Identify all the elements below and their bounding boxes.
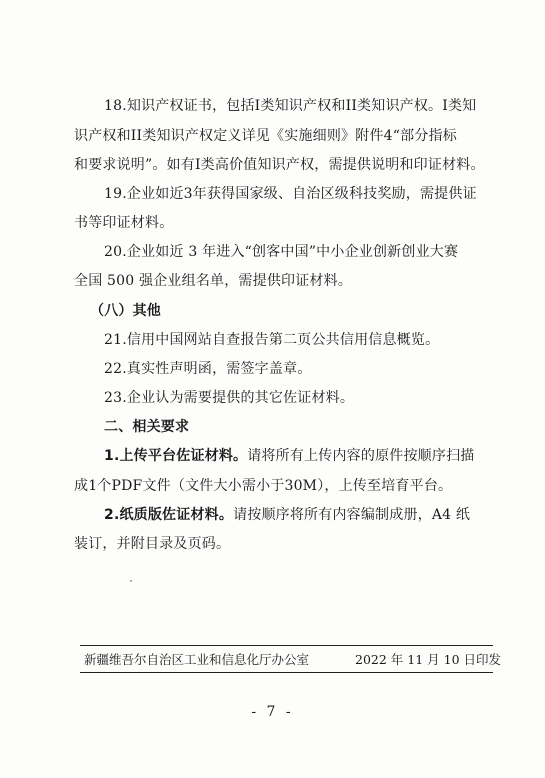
item-22: 22.真实性声明函，需签字盖章。	[104, 361, 312, 377]
item-18-line-1: 18.知识产权证书，包括I类知识产权和II类知识产权。I类知	[104, 98, 477, 114]
item-20-line-1: 20.企业如近 3 年进入“创客中国”中小企业创新创业大赛	[104, 244, 459, 260]
footer-date: 2022 年 11 月 10 日印发	[355, 652, 501, 667]
item-19-line-2: 书等印证材料。	[74, 215, 174, 231]
requirement-2-line-1	[104, 505, 470, 525]
requirement-1-line-1	[104, 446, 474, 466]
scan-speck	[130, 580, 132, 582]
item-20-line-2: 全国 500 强企业组名单，需提供印证材料。	[74, 273, 353, 289]
requirement-2-line-2: 装订，并附目录及页码。	[74, 536, 231, 552]
item-19-line-1: 19.企业如近3年获得国家级、自治区级科技奖励，需提供证	[104, 186, 477, 202]
item-21: 21.信用中国网站自查报告第二页公共信用信息概览。	[104, 332, 440, 348]
section-2-heading: 二、相关要求	[104, 419, 190, 435]
requirement-1-label: 1.上传平台佐证材料。	[104, 448, 248, 464]
item-18-line-2: 识产权和II类知识产权定义详见《实施细则》附件4“部分指标	[74, 128, 457, 144]
footer-bottom-rule	[80, 672, 493, 673]
requirement-1-text: 请将所有上传内容的原件按顺序扫描	[247, 448, 475, 464]
requirement-2-text: 请按顺序将所有内容编制成册，A4 纸	[233, 507, 471, 523]
page-number: - 7 -	[251, 704, 294, 720]
section-8-heading: （八）其他	[90, 303, 161, 319]
item-18-line-3: 和要求说明”。如有I类高价值知识产权，需提供说明和印证材料。	[74, 157, 485, 173]
footer-top-rule	[80, 645, 493, 646]
requirement-2-label: 2.纸质版佐证材料。	[104, 507, 234, 523]
requirement-1-line-2: 成1个PDF文件（文件大小需小于30M），上传至培育平台。	[74, 478, 453, 494]
footer-issuer: 新疆维吾尔自治区工业和信息化厅办公室	[84, 652, 310, 667]
item-23: 23.企业认为需要提供的其它佐证材料。	[104, 390, 355, 406]
